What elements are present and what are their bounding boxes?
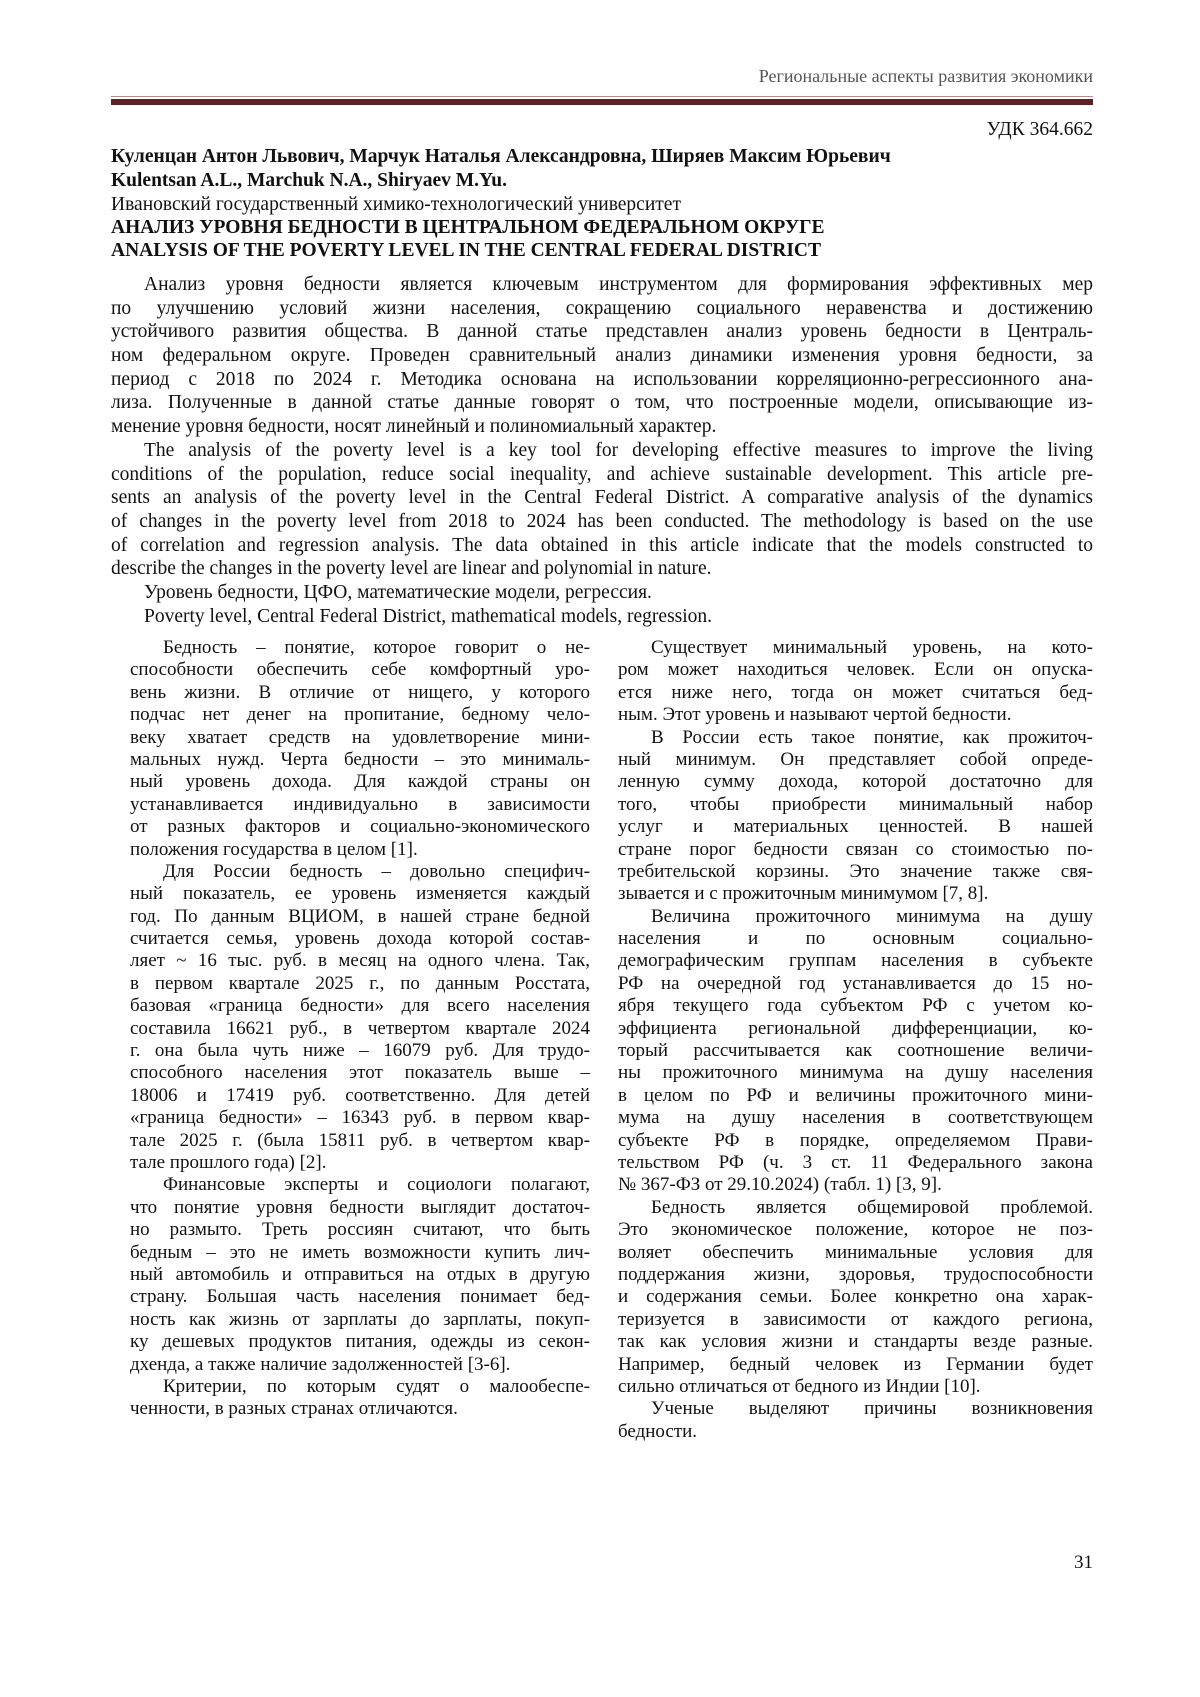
- paragraph: [111, 581, 1093, 605]
- paragraph: [111, 439, 1093, 581]
- text-line: населения и по основным социально-: [618, 928, 1093, 950]
- text-line: Это экономическое положение, которое не поз-: [618, 1219, 1093, 1241]
- text-line: Уровень бедности, ЦФО, математические модели, регрессия.: [144, 581, 652, 603]
- text-line: тале прошлого года) [2].: [130, 1151, 327, 1173]
- text-line: дхенда, а также наличие задолженностей [3-6].: [130, 1353, 511, 1375]
- udk-code: УДК 364.662: [986, 119, 1093, 140]
- text-line: страну. Большая часть населения понимает бед-: [130, 1286, 590, 1308]
- paragraph: [130, 1376, 590, 1421]
- text-line: но размыто. Треть россиян считают, что быть: [130, 1219, 590, 1241]
- text-line: 18006 и 17419 руб. соответственно. Для детей: [130, 1084, 590, 1106]
- text-line: поддержания жизни, здоровья, трудоспособности: [618, 1263, 1093, 1285]
- text-line: базовая «граница бедности» для всего населения: [130, 995, 590, 1017]
- text-line: требительской корзины. Это значение также свя-: [618, 860, 1093, 882]
- body-column-left: [130, 637, 590, 1421]
- text-line: Для России бедность – довольно специфич-: [163, 860, 590, 882]
- text-line: подчас нет денег на пропитание, бедному чело-: [130, 704, 590, 726]
- text-line: способности обеспечить себе комфортный уро-: [130, 659, 590, 681]
- text-line: воляет обеспечить минимальные условия для: [618, 1241, 1093, 1263]
- text-line: ный минимум. Он представляет собой опреде-: [618, 748, 1093, 770]
- header-rule: [111, 99, 1093, 105]
- text-line: год. По данным ВЦИОМ, в нашей стране бедной: [130, 905, 590, 927]
- header-rule-thin: [111, 96, 1093, 97]
- text-line: мальных нужд. Черта бедности – это минималь-: [130, 748, 590, 770]
- text-line: Величина прожиточного минимума на душу: [651, 905, 1093, 927]
- text-line: способного населения этот показатель выше –: [130, 1062, 590, 1084]
- text-line: Анализ уровня бедности является ключевым инструментом для формирования эффективных мер: [144, 274, 1093, 295]
- text-line: услуг и материальных ценностей. В нашей: [618, 816, 1093, 838]
- text-line: «граница бедности» – 16343 руб. в первом квар-: [130, 1107, 590, 1129]
- text-line: в первом квартале 2025 г., по данным Росстата,: [130, 972, 590, 994]
- text-line: describe the changes in the poverty level are linear and polynomial in nature.: [111, 558, 712, 580]
- text-line: Бедность – понятие, которое говорит о не-: [163, 637, 590, 658]
- paragraph: [618, 906, 1093, 1197]
- text-line: The analysis of the poverty level is a key tool for developing effective measures to improve the living: [144, 439, 1093, 461]
- body-column-right: [618, 637, 1093, 1443]
- text-line: ным. Этот уровень и называют чертой бедности.: [618, 704, 1012, 726]
- abstract: [111, 273, 1093, 628]
- text-line: № 367-ФЗ от 29.10.2024) (табл. 1) [3, 9].: [618, 1174, 942, 1196]
- text-line: период с 2018 по 2024 г. Методика основана на использовании корреляционно-регрессионного ана-: [111, 368, 1093, 390]
- text-line: ный уровень дохода. Для каждой страны он: [130, 771, 590, 793]
- text-line: по улучшению условий жизни населения, сокращению социального неравенства и достижению: [111, 297, 1093, 319]
- paragraph: [618, 637, 1093, 727]
- text-line: вень жизни. В отличие от нищего, у которого: [130, 681, 590, 703]
- title-en: ANALYSIS OF THE POVERTY LEVEL IN THE CENTRAL FEDERAL DISTRICT: [111, 240, 821, 261]
- page-number: 31: [1074, 1552, 1093, 1573]
- text-line: бедным – это не иметь возможности купить лич-: [130, 1241, 590, 1263]
- text-line: от разных факторов и социально-экономического: [130, 816, 590, 838]
- text-line: в целом по РФ и величины прожиточного мини-: [618, 1084, 1093, 1106]
- text-line: ном федеральном округе. Проведен сравнительный анализ динамики изменения уровня бедности, за: [111, 345, 1093, 367]
- text-line: торый рассчитывается как соотношение величи-: [618, 1040, 1093, 1062]
- text-line: sents an analysis of the poverty level in the Central Federal District. A comparative analysis of the dynamics: [111, 487, 1093, 509]
- text-line: и содержания семьи. Более конкретно она харак-: [618, 1286, 1093, 1308]
- text-line: лиза. Полученные в данной статье данные говорят о том, что построенные модели, описывающие из-: [111, 392, 1093, 414]
- text-line: составила 16621 руб., в четвертом квартале 2024: [130, 1017, 590, 1039]
- text-line: of correlation and regression analysis. The data obtained in this article indicate that the models constructed to: [111, 534, 1093, 556]
- text-line: эффициента региональной дифференциации, ко-: [618, 1017, 1093, 1039]
- text-line: ку дешевых продуктов питания, одежды из секон-: [130, 1331, 590, 1353]
- paragraph: [111, 605, 1093, 629]
- text-line: устойчивого развития общества. В данной статье представлен анализ уровень бедности в Централь-: [111, 321, 1093, 343]
- paragraph: [130, 637, 590, 861]
- text-line: ный показатель, ее уровень изменяется каждый: [130, 883, 590, 905]
- text-line: Poverty level, Central Federal District, mathematical models, regression.: [144, 605, 713, 627]
- text-line: веку хватает средств на удовлетворение мини-: [130, 726, 590, 748]
- authors-en: Kulentsan A.L., Marchuk N.A., Shiryaev M.Yu.: [111, 170, 508, 191]
- text-line: считается семья, уровень дохода которой состав-: [130, 928, 590, 950]
- text-line: тале 2025 г. (была 15811 руб. в четвертом квар-: [130, 1129, 590, 1151]
- text-line: устанавливается индивидуально в зависимости: [130, 793, 590, 815]
- text-line: субъекте РФ в порядке, определяемом Прави-: [618, 1129, 1093, 1151]
- authors-ru: Куленцан Антон Львович, Марчук Наталья Александровна, Ширяев Максим Юрьевич: [111, 146, 891, 167]
- text-line: Ученые выделяют причины возникновения: [651, 1398, 1093, 1420]
- text-line: ется ниже него, тогда он может считаться бед-: [618, 681, 1093, 703]
- text-line: Существует минимальный уровень, на кото-: [651, 637, 1093, 658]
- title-ru: АНАЛИЗ УРОВНЯ БЕДНОСТИ В ЦЕНТРАЛЬНОМ ФЕДЕРАЛЬНОМ ОКРУГЕ: [111, 217, 825, 238]
- text-line: ность как жизнь от зарплаты до зарплаты, покуп-: [130, 1308, 590, 1330]
- paragraph: [130, 861, 590, 1174]
- text-line: стране порог бедности связан со стоимостью по-: [618, 838, 1093, 860]
- paragraph: [111, 273, 1093, 439]
- text-line: бедности.: [618, 1420, 698, 1442]
- text-line: что понятие уровня бедности выглядит достаточ-: [130, 1196, 590, 1218]
- text-line: РФ на очередной год устанавливается до 15 но-: [618, 972, 1093, 994]
- text-line: менение уровня бедности, носят линейный и полиномиальный характер.: [111, 416, 717, 438]
- text-line: г. она была чуть ниже – 16079 руб. Для трудо-: [130, 1040, 590, 1062]
- text-line: Например, бедный человек из Германии будет: [618, 1353, 1093, 1375]
- running-header: Региональные аспекты развития экономики: [758, 66, 1093, 86]
- text-line: зывается и с прожиточным минимумом [7, 8].: [618, 883, 989, 905]
- text-line: сильно отличаться от бедного из Индии [10].: [618, 1375, 981, 1397]
- text-line: ром может находиться человек. Если он опуска-: [618, 659, 1093, 681]
- text-line: демографическим группам населения в субъекте: [618, 950, 1093, 972]
- paragraph: [618, 727, 1093, 906]
- paragraph: [618, 1197, 1093, 1399]
- text-line: ный автомобиль и отправиться на отдых в другую: [130, 1263, 590, 1285]
- text-line: ляет ~ 16 тыс. руб. в месяц на одного члена. Так,: [130, 950, 590, 972]
- text-line: ченности, в разных странах отличаются.: [130, 1398, 458, 1420]
- text-line: ленную сумму дохода, которой достаточно для: [618, 771, 1093, 793]
- paragraph: [130, 1174, 590, 1376]
- text-line: conditions of the population, reduce social inequality, and achieve sustainable development. This article pre-: [111, 463, 1093, 485]
- text-line: of changes in the poverty level from 2018 to 2024 has been conducted. The methodology is based on the use: [111, 510, 1093, 532]
- text-line: Бедность является общемировой проблемой.: [651, 1196, 1093, 1218]
- text-line: мума на душу населения в соответствующем: [618, 1107, 1093, 1129]
- text-line: ны прожиточного минимума на душу населения: [618, 1062, 1093, 1084]
- text-line: В России есть такое понятие, как прожиточ-: [651, 726, 1093, 748]
- text-line: так как условия жизни и стандарты везде разные.: [618, 1331, 1093, 1353]
- affiliation: Ивановский государственный химико-технологический университет: [111, 194, 681, 215]
- text-line: положения государства в целом [1].: [130, 838, 418, 860]
- paragraph: [618, 1398, 1093, 1443]
- text-line: Критерии, по которым судят о малообеспе-: [163, 1375, 590, 1397]
- text-line: тельством РФ (ч. 3 ст. 11 Федерального закона: [618, 1151, 1093, 1173]
- text-line: Финансовые эксперты и социологи полагают,: [163, 1174, 590, 1196]
- text-line: того, чтобы приобрести минимальный набор: [618, 793, 1093, 815]
- text-line: ября текущего года субъектом РФ с учетом ко-: [618, 995, 1093, 1017]
- text-line: теризуется в зависимости от каждого региона,: [618, 1308, 1093, 1330]
